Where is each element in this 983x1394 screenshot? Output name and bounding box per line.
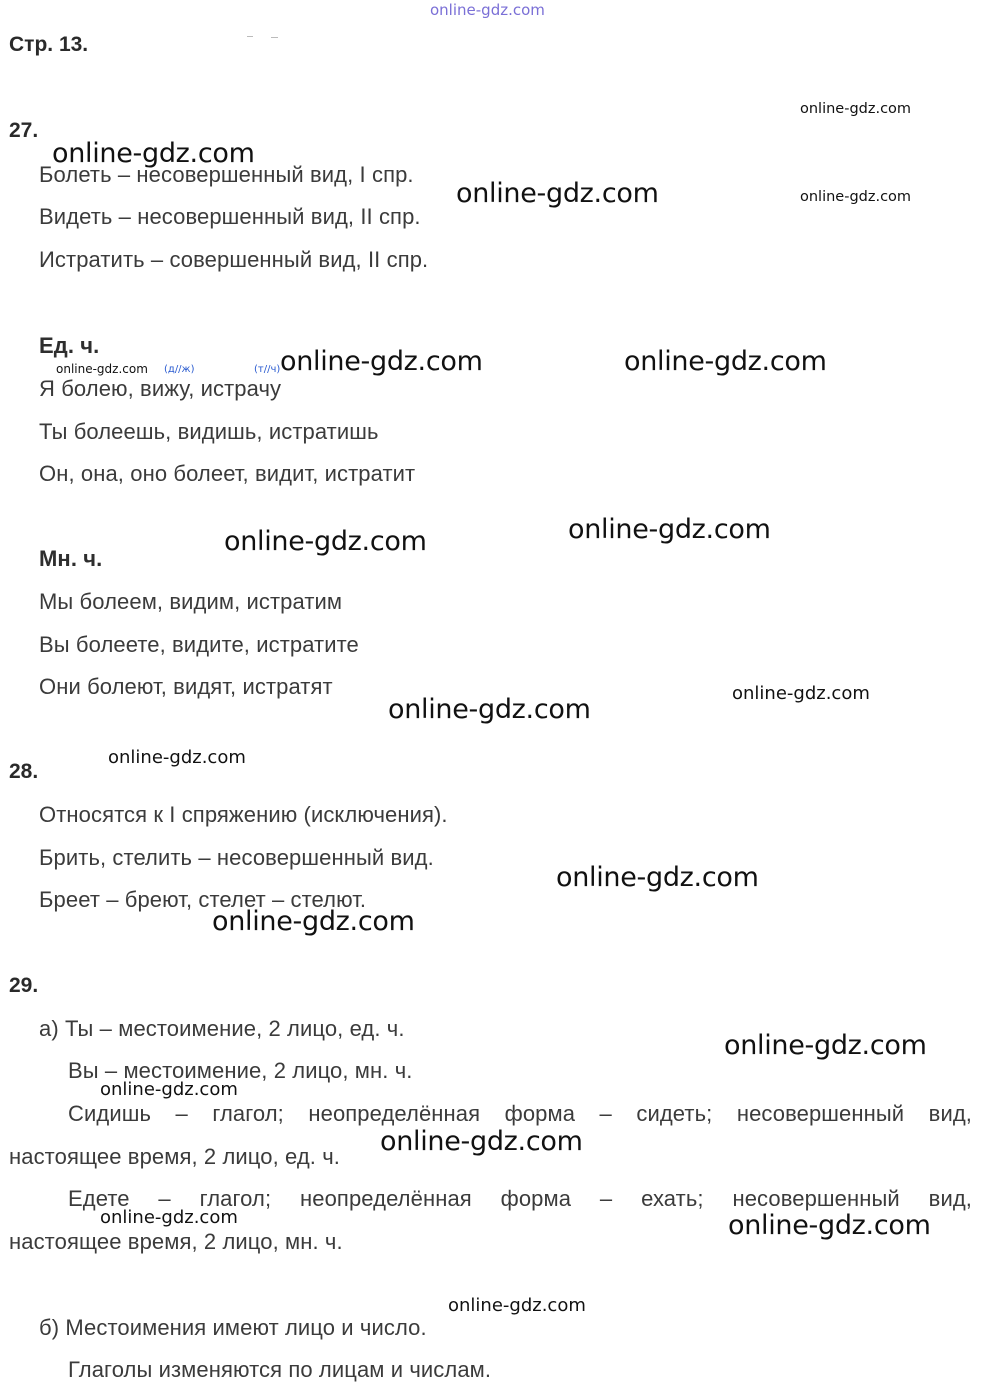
watermark: online-gdz.com	[100, 1207, 238, 1228]
watermark: online-gdz.com	[100, 1079, 238, 1100]
watermark: online-gdz.com	[52, 138, 255, 169]
alternation-note: (т//ч)	[254, 364, 281, 375]
watermark: online-gdz.com	[388, 694, 591, 725]
ex29-line: Вы – местоимение, 2 лицо, мн. ч.	[68, 1058, 413, 1083]
ex28-line: Брить, стелить – несовершенный вид.	[39, 845, 434, 870]
watermark: online-gdz.com	[568, 514, 771, 545]
ex27-verb-line: Видеть – несовершенный вид, II спр.	[39, 204, 421, 229]
ex29-line: а) Ты – местоимение, 2 лицо, ед. ч.	[39, 1016, 405, 1041]
watermark: online-gdz.com	[448, 1295, 586, 1316]
alternation-note: (д//ж)	[164, 364, 195, 375]
ex28-line: Бреет – бреют, стелет – стелют.	[39, 887, 367, 912]
singular-line: Я болею, вижу, истрачу	[39, 376, 282, 401]
plural-label: Мн. ч.	[39, 546, 103, 571]
singular-line: Ты болеешь, видишь, истратишь	[39, 419, 379, 444]
watermark: online-gdz.com	[800, 101, 912, 117]
watermark: online-gdz.com	[732, 683, 870, 704]
watermark: online-gdz.com	[212, 906, 415, 937]
singular-line: Он, она, оно болеет, видит, истратит	[39, 461, 416, 486]
watermark: online-gdz.com	[280, 346, 483, 377]
watermark: online-gdz.com	[556, 862, 759, 893]
watermark: online-gdz.com	[800, 189, 912, 205]
ex29-line: настоящее время, 2 лицо, мн. ч.	[9, 1229, 343, 1254]
ex29-line: настоящее время, 2 лицо, ед. ч.	[9, 1144, 340, 1169]
watermark: online-gdz.com	[456, 178, 659, 209]
watermark: online-gdz.com	[380, 1126, 583, 1157]
watermark: online-gdz.com	[724, 1030, 927, 1061]
ex29-line: Сидишь – глагол; неопределённая форма – сидеть; несовершенный вид,	[68, 1101, 972, 1126]
ex27-verb-line: Истратить – совершенный вид, II спр.	[39, 247, 429, 272]
ex28-line: Относятся к I спряжению (исключения).	[39, 802, 448, 827]
ex29-line: Глаголы изменяются по лицам и числам.	[68, 1357, 492, 1382]
exercise-29-number: 29.	[9, 974, 39, 997]
watermark: online-gdz.com	[624, 346, 827, 377]
scan-speck	[247, 36, 253, 37]
exercise-28-number: 28.	[9, 760, 39, 783]
singular-label: Ед. ч.	[39, 333, 100, 358]
watermark-top: online-gdz.com	[430, 1, 545, 19]
scan-speck	[271, 37, 278, 38]
plural-line: Мы болеем, видим, истратим	[39, 589, 343, 614]
page-header: Стр. 13.	[9, 33, 89, 56]
watermark: online-gdz.com	[108, 747, 246, 768]
ex27-verb-line: Болеть – несовершенный вид, I спр.	[39, 162, 414, 187]
plural-line: Вы болеете, видите, истратите	[39, 632, 359, 657]
watermark: online-gdz.com	[224, 526, 427, 557]
ex29-line: Едете – глагол; неопределённая форма – ехать; несовершенный вид,	[68, 1186, 972, 1211]
ex29-line: б) Местоимения имеют лицо и число.	[39, 1315, 427, 1340]
watermark: online-gdz.com	[56, 362, 148, 376]
exercise-27-number: 27.	[9, 119, 39, 142]
plural-line: Они болеют, видят, истратят	[39, 674, 333, 699]
watermark: online-gdz.com	[728, 1210, 931, 1241]
